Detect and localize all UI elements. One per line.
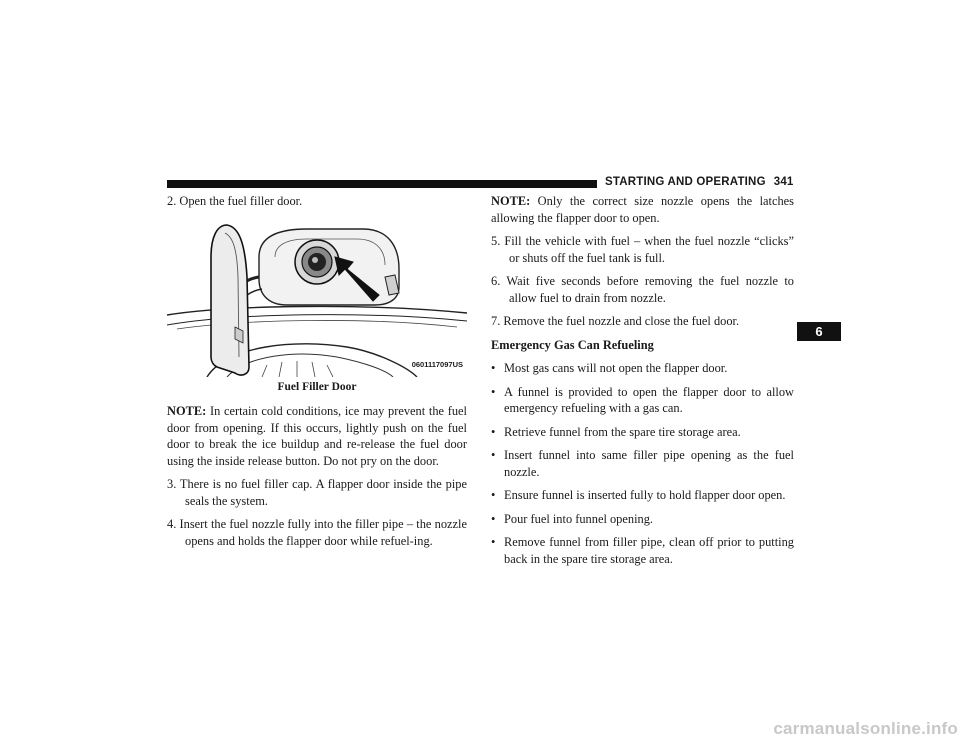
step-6: 6. Wait five seconds before removing the fuel nozzle to allow fuel to drain from nozzle. [491, 274, 794, 305]
note-text: Only the correct size nozzle opens the latches allowing the flapper door to open. [491, 194, 794, 225]
step-4: 4. Insert the fuel nozzle fully into the filler pipe – the nozzle opens and holds the flapper door while refuel-ing. [167, 517, 467, 548]
bullet-item [491, 360, 794, 377]
bullet-text: Remove funnel from filler pipe, clean off prior to putting back in the spare tire storage area. [504, 535, 794, 566]
fuel-door-illustration [167, 217, 467, 377]
bullet-text: Retrieve funnel from the spare tire storage area. [504, 424, 741, 439]
bullet-text: Pour fuel into funnel opening. [504, 511, 654, 526]
step-3: 3. There is no fuel filler cap. A flapper door inside the pipe seals the system. [167, 477, 467, 508]
section-title: STARTING AND OPERATING [605, 176, 766, 188]
bullet-icon: • [491, 511, 496, 526]
figure-caption: Fuel Filler Door [277, 380, 357, 393]
note-text: In certain cold conditions, ice may prevent the fuel door from opening. If this occurs, lightly push on the fuel door to break the ice buildup and re-release the fuel door using the inside release button. Do not pry on the door. [167, 404, 467, 468]
watermark: carmanualsonline.info [773, 719, 958, 738]
bullet-text: Ensure funnel is inserted fully to hold flapper door open. [504, 488, 786, 502]
bullet-item [491, 424, 794, 441]
note-nozzle-size [491, 193, 794, 226]
bullet-icon: • [491, 361, 496, 375]
page-number: 341 [773, 176, 794, 188]
bullet-icon: • [491, 448, 496, 462]
step-5: 5. Fill the vehicle with fuel – when the fuel nozzle “clicks” or shuts off the fuel tank is full. [491, 234, 794, 265]
bullet-icon: • [491, 535, 496, 549]
note-label: NOTE: [491, 194, 531, 208]
bullet-text: Insert funnel into same filler pipe opening as the fuel nozzle. [504, 448, 794, 479]
right-column [491, 193, 794, 574]
running-header [605, 176, 795, 188]
fuel-filler-door-figure [167, 217, 467, 377]
bullet-text: A funnel is provided to open the flapper door to allow emergency refueling with a gas can. [504, 384, 794, 415]
bullet-item [491, 534, 794, 567]
header-rule [167, 180, 597, 188]
bullet-text: Most gas cans will not open the flapper door. [504, 361, 728, 375]
section-heading: Emergency Gas Can Refueling [491, 337, 654, 352]
note-label: NOTE: [167, 404, 207, 418]
chapter-tab: 6 [797, 322, 841, 341]
bullet-item [491, 487, 794, 504]
step-2: 2. Open the fuel filler door. [167, 194, 303, 208]
note-cold-conditions [167, 403, 467, 469]
step-7: 7. Remove the fuel nozzle and close the fuel door. [491, 314, 740, 328]
bullet-item [491, 511, 794, 528]
bullet-item [491, 447, 794, 480]
bullet-item [491, 384, 794, 417]
bullet-icon: • [491, 384, 496, 399]
figure-code: 0601117097US [411, 360, 463, 369]
left-column [167, 193, 467, 556]
bullet-icon: • [491, 424, 496, 439]
bullet-icon: • [491, 488, 496, 502]
